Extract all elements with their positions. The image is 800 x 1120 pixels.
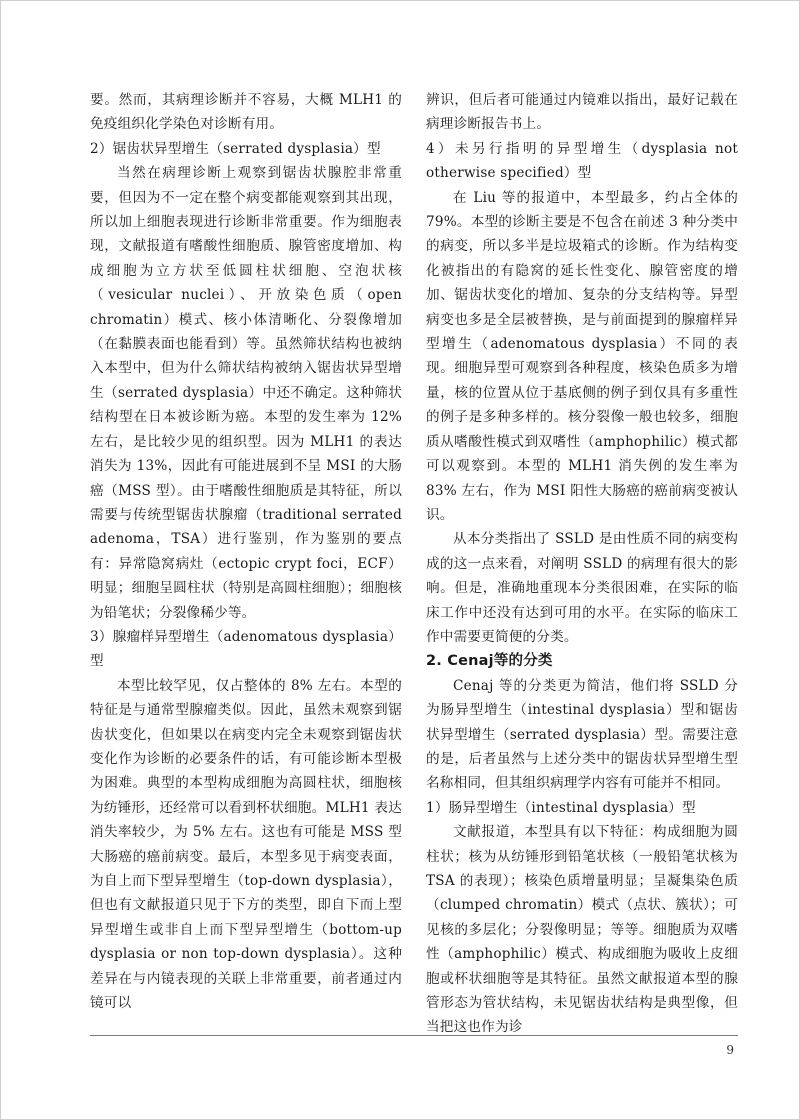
page-number: 9 — [726, 1043, 734, 1057]
section-heading-cenaj: 2. Cenaj等的分类 — [426, 653, 553, 670]
subheading-serrated-dysplasia: 2）锯齿状异型增生（serrated dysplasia）型 — [90, 140, 381, 157]
paragraph-classification-summary: 从本分类指出了 SSLD 是由性质不同的病变构成的这一点来看，对阐明 SSLD 的病理有很大的影响。但是，准确地重现本分类很困难，在实际的临床工作中还没有达到可用的水平。在实际的临床工作中需要更简便的分类。 — [426, 531, 738, 645]
footer-rule — [90, 1035, 738, 1036]
paragraph-serrated-dysplasia: 当然在病理诊断上观察到锯齿状腺腔非常重要，但因为不一定在整个病变都能观察到其出现，所以加上细胞表现进行诊断非常重要。作为细胞表现，文献报道有嗜酸性细胞质、腺管密度增加、构成细胞为立方状至低圆柱状细胞、空泡状核（vesicular nuclei）、开放染色质（open chromatin）模式、核小体清晰化、分裂像增加（在黏膜表面也能看到）等。虽然筛状结构也被纳入本型中，但为什么筛状结构被纳入锯齿状异型增生（serrated dysplasia）中还不确定。这种筛状结构型在日本被诊断为癌。本型的发生率为 12% 左右，是比较少见的组织型。因为 MLH1 的表达消失为 13%，因此有可能进展到不呈 MSI 的大肠癌（MSS 型）。由于嗜酸性细胞质是其特征，所以需要与传统型锯齿状腺瘤（traditional serrated adenoma，TSA）进行鉴别，作为鉴别的要点有：异常隐窝病灶（ectopic crypt foci，ECF）明显；细胞呈圆柱状（特别是高圆柱细胞）；细胞核为铅笔状；分裂像稀少等。 — [90, 165, 402, 621]
subheading-adenomatous-dysplasia: 3）腺瘤样异型增生（adenomatous dysplasia）型 — [90, 628, 402, 670]
right-column — [426, 88, 738, 1040]
paragraph-continuation: 要。然而，其病理诊断并不容易，大概 MLH1 的免疫组织化学染色对诊断有用。 — [90, 92, 402, 133]
paragraph-dysplasia-nos: 在 Liu 等的报道中，本型最多，约占全体的 79%。本型的诊断主要是不包含在前述 3 种分类中的病变，所以多半是垃圾箱式的诊断。作为结构变化被指出的有隐窝的延长性变化、腺管密度的增加、锯齿状变化的增加、复杂的分支结构等。异型病变也多是全层被替换，是与前面提到的腺瘤样异型增生（adenomatous dysplasia）不同的表现。细胞异型可观察到各种程度，核染色质多为增量，核的位置从位于基底侧的例子到仅具有多重性的例子是多种多样的。核分裂像一般也较多，细胞质从嗜酸性模式到双嗜性（amphophilic）模式都可以观察到。本型的 MLH1 消失例的发生率为 83% 左右，作为 MSI 阳性大肠癌的癌前病变被认识。 — [426, 189, 738, 523]
paragraph-adenomatous-dysplasia: 本型比较罕见，仅占整体的 8% 左右。本型的特征是与通常型腺瘤类似。因此，虽然未观察到锯齿状变化，但如果以在病变内完全未观察到锯齿状变化作为诊断的必要条件的话，有可能诊断本型极为困难。典型的本型构成细胞为高圆柱状，细胞核为纺锤形，还经常可以看到杯状细胞。MLH1 表达消失率较少，为 5% 左右。这也有可能是 MSS 型大肠癌的癌前病变。最后，本型多见于病变表面，为自上而下型异型增生（top-down dysplasia），但也有文献报道只见于下方的类型，即自下而上型异型增生或非自上而下型异型增生（bottom-up dysplasia or non top-down dysplasia）。这种差异在与内镜表现的关联上非常重要，前者通过内镜可以 — [90, 677, 402, 1012]
left-column — [90, 88, 402, 1015]
paragraph-cenaj-intro: Cenaj 等的分类更为简洁，他们将 SSLD 分为肠异型增生（intestinal dysplasia）型和锯齿状异型增生（serrated dysplasia）型。需要注意的是，后者虽然与上述分类中的锯齿状异型增生型名称相同，但其组织病理学内容有可能并不相同。 — [426, 677, 738, 792]
subheading-intestinal-dysplasia: 1）肠异型增生（intestinal dysplasia）型 — [426, 799, 696, 816]
paragraph-intestinal-dysplasia: 文献报道，本型具有以下特征：构成细胞为圆柱状；核为从纺锤形到铅笔状核（一般铅笔状核为 TSA 的表现）；核染色质增量明显；呈凝集染色质（clumped chromatin）模式（点状、簇状）；可见核的多层化；分裂像明显；等等。细胞质为双嗜性（amphophilic）模式、构成细胞为吸收上皮细胞或杯状细胞等是其特征。虽然文献报道本型的腺管形态为管状结构，未见锯齿状结构是典型像，但当把这也作为诊 — [426, 824, 738, 1036]
subheading-dysplasia-nos: 4）未另行指明的异型增生（dysplasia not otherwise specified）型 — [426, 140, 738, 182]
paragraph-continuation-right: 辨识，但后者可能通过内镜难以指出，最好记载在病理诊断报告书上。 — [426, 92, 738, 133]
